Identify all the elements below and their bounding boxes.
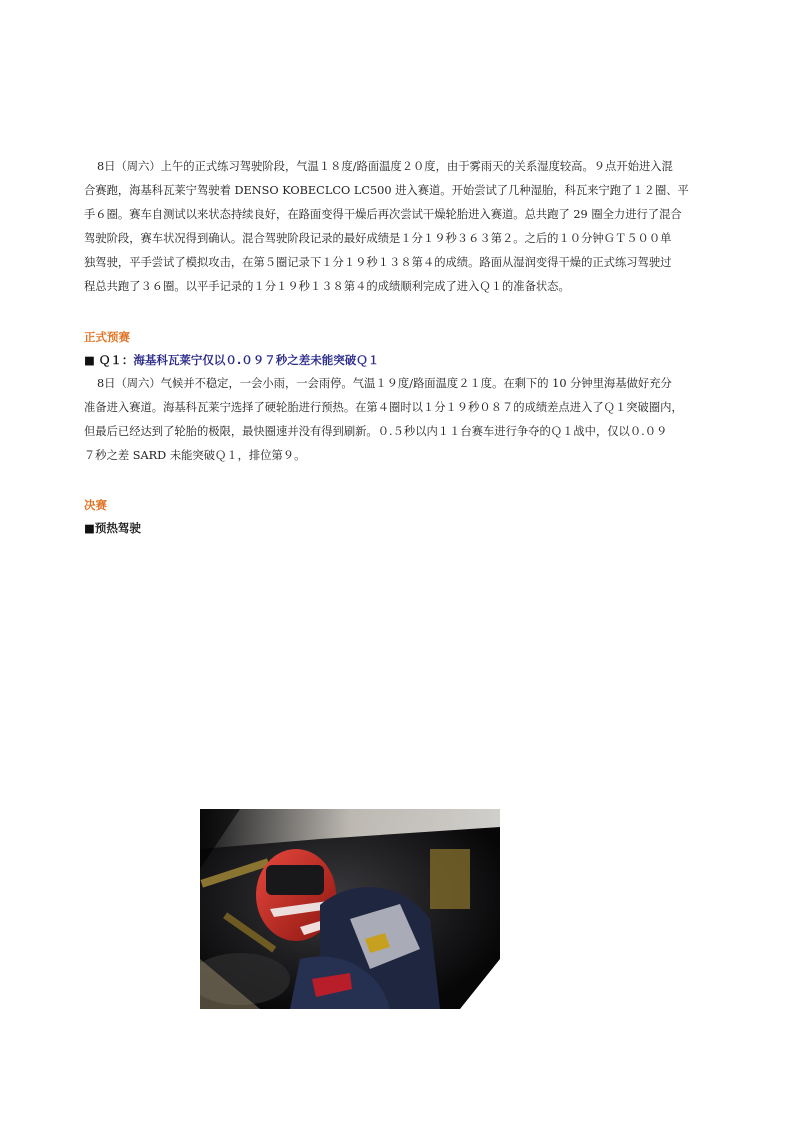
- final-section-title: 决赛: [84, 498, 107, 512]
- practice-line: 合赛跑，海基科瓦莱宁驾驶着 DENSO KOBECLCO LC500 进入赛道。开始尝试了几种湿胎，科瓦来宁跑了１２圈、平: [84, 184, 689, 197]
- qualifying-line: 但最后已经达到了轮胎的极限，最快圈速并没有得到刷新。０.５秒以内１１台赛车进行争夺的Ｑ１战中，仅以０.０９: [84, 425, 668, 438]
- qualifying-line: 8日（周六）气候并不稳定，一会小雨，一会雨停。气温１９度/路面温度２１度。在剩下的 10 分钟里海基做好充分: [97, 377, 672, 390]
- practice-line: 独驾驶，平手尝试了模拟攻击，在第５圈记录下１分１９秒１３８第４的成绩。路面从湿润变得干燥的正式练习驾驶过: [84, 256, 672, 269]
- qualifying-paragraph: [84, 372, 712, 468]
- qualifying-line: 准备进入赛道。海基科瓦莱宁选择了硬轮胎进行预热。在第４圈时以１分１９秒０８７的成绩差点进入了Ｑ１突破圈内，: [84, 401, 683, 414]
- q1-label: Ｑ１：: [98, 353, 134, 367]
- square-bullet-icon: ■: [84, 521, 95, 535]
- qualifying-line: ７秒之差 SARD 未能突破Ｑ１，排位第９。: [84, 449, 306, 462]
- warmup-subheading: [84, 520, 141, 536]
- practice-line: 8日（周六）上午的正式练习驾驶阶段，气温１８度/路面温度２０度，由于雾雨天的关系湿度较高。９点开始进入混: [97, 160, 673, 173]
- practice-line: 手６圈。赛车自测试以来状态持续良好，在路面变得干燥后再次尝试干燥轮胎进入赛道。总共跑了 29 圈全力进行了混合: [84, 208, 682, 221]
- photo-illustration: [200, 809, 500, 1009]
- q1-subheading: [84, 352, 379, 368]
- practice-paragraph: [84, 155, 712, 299]
- qualifying-section-title: 正式预赛: [84, 330, 130, 344]
- q1-headline: 海基科瓦莱宁仅以０.０９７秒之差未能突破Ｑ１: [133, 353, 380, 367]
- practice-line: 程总共跑了３６圈。以平手记录的１分１９秒１３８第４的成绩顺利完成了进入Ｑ１的准备状态。: [84, 280, 570, 293]
- driver-cockpit-photo: [200, 809, 500, 1009]
- square-bullet-icon: ■: [84, 353, 95, 367]
- practice-line: 驾驶阶段，赛车状况得到确认。混合驾驶阶段记录的最好成绩是１分１９秒３６３第２。之后的１０分钟ＧＴ５００单: [84, 232, 672, 245]
- warmup-label: 预热驾驶: [94, 521, 141, 535]
